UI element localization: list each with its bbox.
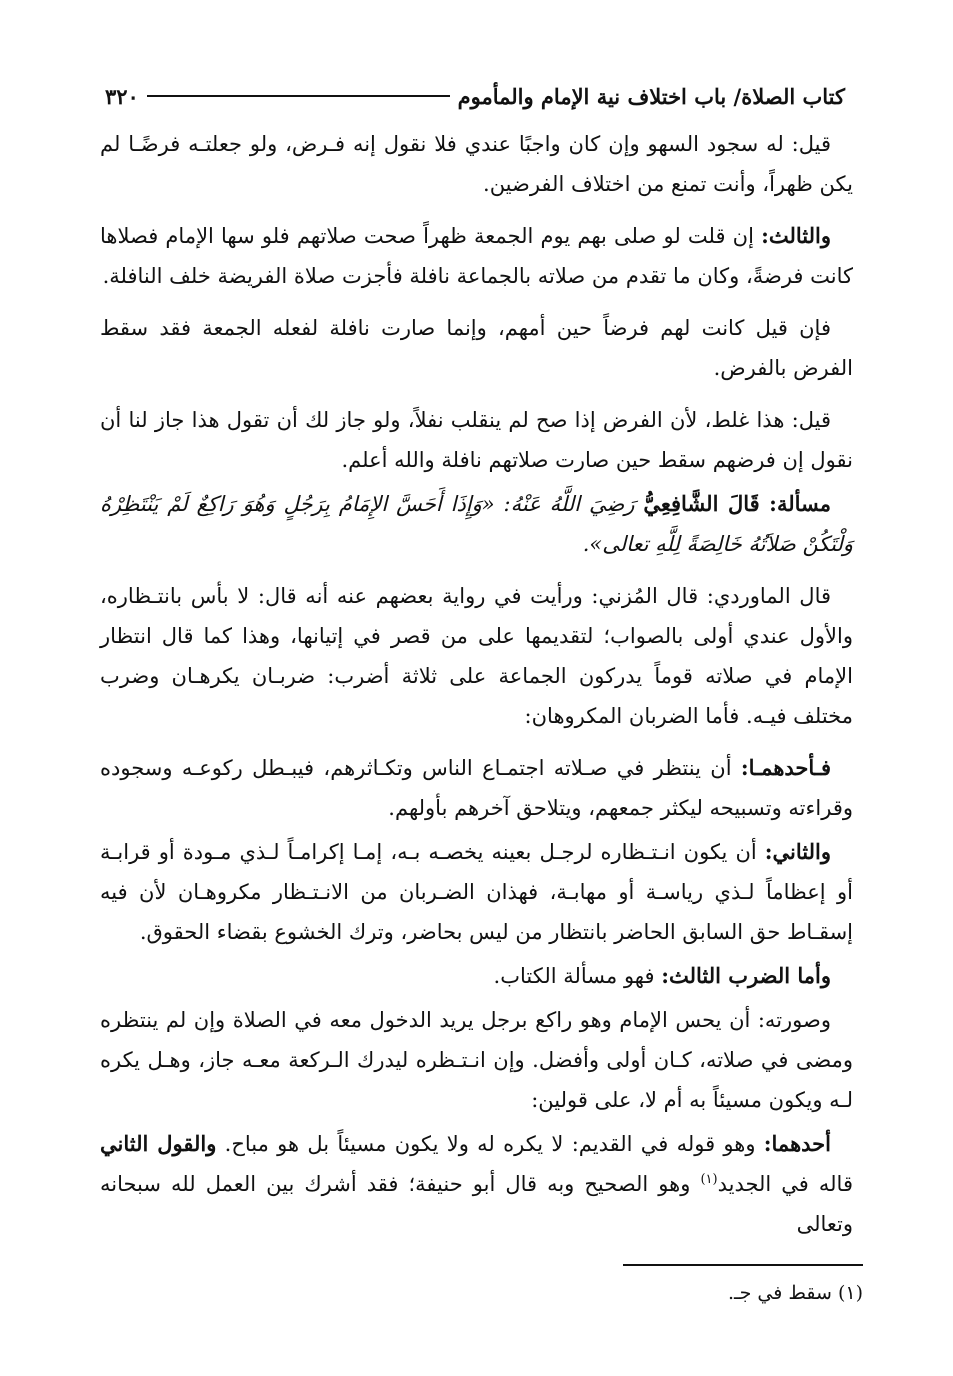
header-rule [147, 95, 450, 97]
footnote [100, 1278, 863, 1308]
paragraph-lead: والقول الثاني [100, 1131, 217, 1156]
paragraph-lead: والثاني: [764, 839, 831, 864]
paragraph: قيل: هذا غلط، لأن الفرض إذا صح لم ينقلب نفلاً، ولو جاز لك أن تقول هذا جاز لنا أن نقول إن فرضهم سقط حين صارت صلاتهم نافلة والله أعلم. [100, 408, 853, 472]
paragraph: أحدهما: وهو قوله في القديم: لا يكره له ولا يكون مسيئاً بل هو مباح. والقول الثاني قاله في الجديد$^{(١)}$ وهو الصحيح وبه قال أبو حنيفة؛ فقد أشرك بين العمل لله سبحانه وتعالى [100, 1131, 853, 1236]
paragraph: والثالث: إن قلت لو صلى بهم يوم الجمعة ظهراً صحت صلاتهم فلو سها الإمام فصلاها كانت فرضةً، وكان ما تقدم من صلاته بالجماعة نافلة فأجزت صلاة الفريضة خلف النافلة. [100, 223, 853, 288]
page-number: ٣٢٠ [105, 83, 139, 109]
paragraph: والثاني: أن يكون انـتـظاره لرجـل بعينه يخصـه بـه، إمـا إكرامـاً لـذي مـودة أو قرابـة أو إعظاماً لـذي رياسـة أو مهابـة، فهذان الضـربان من الانـتـظار مكروهـان لأن فيه إسقـاط حق السابق الحاضر بانتظار من ليس بحاضر، وترك الخشوع بقضاء الحقوق. [100, 839, 853, 944]
paragraph-lead: مسألة: قَالَ الشَّافِعِيُّ [643, 491, 831, 516]
paragraph: قيل: له سجود السهو وإن كان واجبًا عندي فلا نقول إنه فـرض، ولو جعلتـه فرضًـا لم يكن ظهراً، وأنت تمنع من اختلاف الفرضين. [100, 132, 853, 196]
page-header [95, 78, 853, 114]
paragraph: وأما الضرب الثالث: فهو مسألة الكتاب. [493, 963, 831, 988]
paragraph-lead: وأما الضرب الثالث: [661, 963, 831, 988]
paragraph: فـأحدهمـا: أن ينتظر في صـلاته اجتمـاع الناس وتكـاثرهم، فيبـطل ركوعـه وسجوده وقراءته وتسبيحه ليكثر جمعهم، ويتلاحق آخرهم بأولهم. [100, 755, 853, 820]
main-text [100, 124, 853, 1256]
paragraph: وصورته: أن يحس الإمام وهو راكع برجل يريد الدخول معه في الصلاة وإن لم ينتظره ومضى في صلاته، كـان أولى وأفضل. وإن انـتـظره ليدرك الـركعة معـه جاز، وهـل يكره لـه ويكون مسيئاً به أم لا، على قولين: [100, 1008, 853, 1112]
masala-paragraph: مسألة: قَالَ الشَّافِعِيُّ رَضِيَ اللَّهُ عَنْهُ: «وَإِذَا أَحَسَّ الإِمَامُ بِرَجُلٍ وَهُوَ رَاكِعٌ لَمْ يَنْتَظِرْهُ وَلْتَكُنْ صَلاَتُهُ خَالِصَةً لِلَّهِ تعالى». [100, 491, 853, 556]
paragraph-lead: فـأحدهمـا: [740, 755, 831, 780]
paragraph-lead: أحدهما: [763, 1131, 831, 1156]
footnote-reference[interactable]: (١) [700, 1172, 718, 1187]
paragraph: قال الماوردي: قال المُزني: ورأيت في رواية بعضهم عنه أنه قال: لا بأس بانتـظاره، والأول عندي أولى بالصواب؛ لتقديمها على من قصر في إتيانها، وهذا كما قال انتظار الإمام في صلاته قوماً يدركون الجماعة على ثلاثة أضرب: ضربـان يكرهـان وضرب مختلف فيـه. فأما الضربان المكروهان: [100, 584, 853, 728]
running-title: كتاب الصلاة/ باب اختلاف نية الإمام والمأموم [457, 83, 845, 109]
paragraph: فإن قيل كانت لهم فرضاً حين أمهم، وإنما صارت نافلة لفعله الجمعة فقد سقط الفرض بالفرض. [100, 316, 853, 380]
paragraph-lead: والثالث: [761, 223, 831, 248]
footnote-marker: (١) [837, 1282, 863, 1304]
footnote-rule [623, 1264, 863, 1266]
footnote-text: سقط في جـ. [727, 1282, 832, 1304]
